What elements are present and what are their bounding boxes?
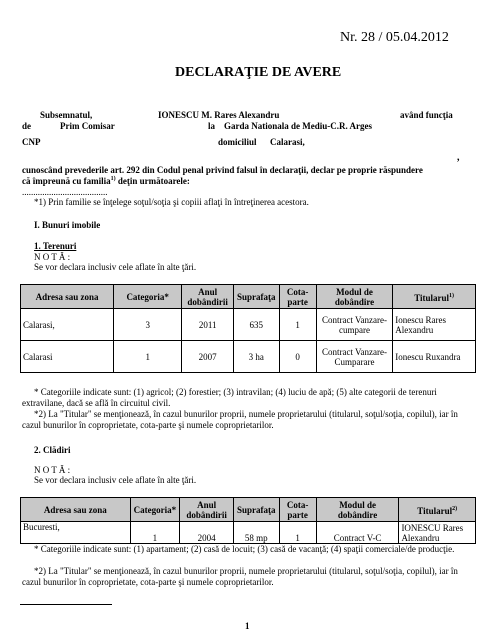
terenuri-categorii-note: * Categoriile indicate sunt: (1) agricol; (2) forestier; (3) intravilan; (4) luciu de apă; (5) alte categorii de terenuri extravilane, dacă se află în circuitul civil. [22,387,437,408]
header-categoria: Categoria* [130,498,180,522]
section-bunuri-imobile: I. Bunuri imobile [34,220,101,230]
cell-suprafata: 635 [234,309,280,341]
domicile-value: Calarasi, [270,137,305,147]
subsemnatul-label: Subsemnatul, [40,110,93,120]
cell-adresa: Calarasi, [21,309,114,341]
cell-suprafata: 58 mp [234,522,280,544]
cell-categoria: 1 [130,522,180,544]
family-footnote: *1) Prin familie se înţelege soţul/soţia şi copiii aflaţi în întreţinerea acestora. [34,197,309,207]
de-label: de [22,121,31,131]
table-row [21,522,476,544]
cell-categoria: 1 [114,341,182,373]
nota-text-2: Se vor declara inclusiv cele aflate în alte ţări. [34,475,197,485]
cell-cota: 1 [279,522,316,544]
header-modul: Modul de dobândire [316,285,393,309]
page-number: 1 [245,621,250,631]
separator-dots: ...................................... [22,187,108,197]
cell-modul: Contract V-C [316,522,399,544]
header-anul: Anul dobândirii [182,285,234,309]
table-row [21,309,476,341]
terenuri-table [20,284,476,373]
statement-line-1: cunoscând prevederile art. 292 din Codul penal privind falsul în declaraţii, declar pe proprie răspundere [22,165,423,175]
header-cota: Cota-parte [279,285,316,309]
header-cota: Cota-parte [279,498,316,522]
footnote-rule [20,604,112,605]
cell-suprafata: 3 ha [234,341,280,373]
subsection-cladiri: 2. Clădiri [34,445,71,455]
cell-modul: Contract Vanzare-Cumparare [316,341,393,373]
cell-adresa: Bucuresti, [21,522,131,544]
header-adresa: Adresa sau zona [21,285,114,309]
avand-functia-label: având funcţia [400,110,453,120]
domiciliul-label: domiciliul [218,137,257,147]
declarant-name: IONESCU M. Rares Alexandru [158,110,280,120]
cell-cota: 0 [279,341,316,373]
cell-anul: 2011 [182,309,234,341]
cladiri-titular-note: *2) La "Titular" se menţionează, în cazul bunurilor proprii, numele proprietarului (titularul, soţul/soţia, copilul), iar în cazul bunurilor în coproprietate, cota-parte şi numele coproprietarilor. [22,566,458,587]
table-row [21,341,476,373]
cnp-label: CNP [22,137,41,147]
table-header-row [21,498,476,522]
cell-cota: 1 [279,309,316,341]
cell-titular: IONESCU Rares Alexandru [399,522,476,544]
document-number: Nr. 28 / 05.04.2012 [340,30,449,45]
header-modul: Modul de dobândire [316,498,399,522]
header-suprafata: Suprafaţa [234,285,280,309]
cell-titular: Ionescu Rares Alexandru [393,309,476,341]
table-header-row [21,285,476,309]
header-anul: Anul dobândirii [180,498,234,522]
institution-value: Garda Nationala de Mediu-C.R. Arges [224,121,372,131]
la-label: la [208,121,216,131]
cell-modul: Contract Vanzare-cumpare [316,309,393,341]
header-titular: Titularul$^{2)}$ [399,498,476,522]
terenuri-titular-note: *2) La "Titular" se menţionează, în cazul bunurilor proprii, numele proprietarului (titularul, soţul/soţia, copilul), iar în cazul bunurilor în coproprietate, cota-parte şi numele coproprietarilor. [22,409,458,430]
header-suprafata: Suprafaţa [234,498,280,522]
nota-label: N O T Ă : [34,252,71,262]
subsection-terenuri: 1. Terenuri [34,241,77,251]
cell-adresa: Calarasi [21,341,114,373]
nota-text: Se vor declara inclusiv cele aflate în alte ţări. [34,262,197,272]
statement-line-2: că împreună cu familia$^{1)}$ deţin următoarele: [22,176,190,186]
cladiri-categorii-note: * Categoriile indicate sunt: (1) apartament; (2) casă de locuit; (3) casă de vacanţă; (4) spaţii comerciale/de producţie. [34,544,455,554]
cell-categoria: 3 [114,309,182,341]
nota-label-2: N O T Ă : [34,465,71,475]
cladiri-table [20,497,476,544]
cell-anul: 2004 [180,522,234,544]
cell-titular: Ionescu Ruxandra [393,341,476,373]
cell-anul: 2007 [182,341,234,373]
header-titular: Titularul$^{1)}$ [393,285,476,309]
comma-mark: , [457,152,460,163]
header-categoria: Categoria* [114,285,182,309]
header-adresa: Adresa sau zona [21,498,131,522]
function-value: Prim Comisar [60,121,115,131]
page-title: DECLARAŢIE DE AVERE [175,65,342,80]
